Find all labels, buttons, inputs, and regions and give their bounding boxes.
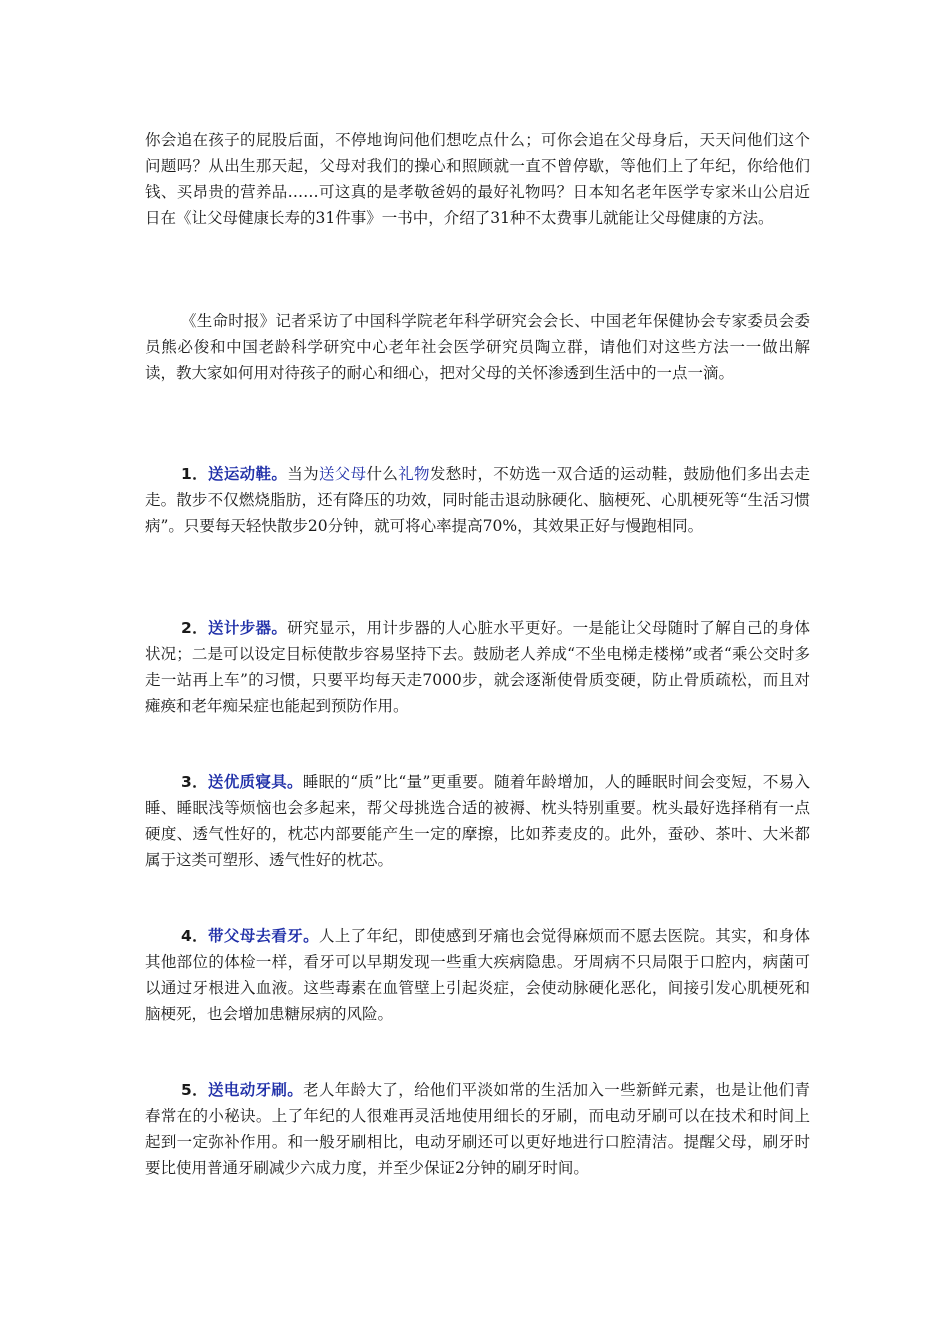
item-4-number: 4． — [181, 927, 208, 945]
link-gift[interactable]: 礼物 — [398, 465, 430, 483]
item-5-body: 老人年龄大了，给他们平淡如常的生活加入一些新鲜元素，也是让他们青春常在的小秘诀。上了年纪的人很难再灵活地使用细长的牙刷，而电动牙刷可以在技术和时间上起到一定弥补作用。和一般牙刷相比，电动牙刷还可以更好地进行口腔清洁。提醒父母，刷牙时要比使用普通牙刷减少六成力度，并至少保证2分钟的刷牙时间。 — [145, 1081, 810, 1177]
intro-paragraph-1: 你会追在孩子的屁股后面，不停地询问他们想吃点什么；可你会追在父母身后，天天问他们这个问题吗？从出生那天起，父母对我们的操心和照顾就一直不曾停歇，等他们上了年纪，你给他们钱、买昂贵的营养品……可这真的是孝敬爸妈的最好礼物吗？日本知名老年医学专家米山公启近日在《让父母健康长寿的31件事》一书中，介绍了31种不太费事儿就能让父母健康的方法。 — [145, 131, 810, 227]
item-4-body: 人上了年纪，即使感到牙痛也会觉得麻烦而不愿去医院。其实，和身体其他部位的体检一样，看牙可以早期发现一些重大疾病隐患。牙周病不只局限于口腔内，病菌可以通过牙根进入血液。这些毒素在血管壁上引起炎症，会使动脉硬化恶化，间接引发心肌梗死和脑梗死，也会增加患糖尿病的风险。 — [145, 927, 810, 1023]
item-1-pre: 当为 — [287, 465, 319, 483]
link-send-parents[interactable]: 送父母 — [318, 465, 367, 483]
item-5-number: 5． — [181, 1081, 208, 1099]
item-3-heading: 送优质寝具。 — [207, 772, 303, 791]
item-2-heading: 送计步器。 — [208, 618, 288, 637]
item-4-heading: 带父母去看牙。 — [208, 926, 319, 945]
item-5-paragraph — [145, 1077, 810, 1181]
item-3-number: 3． — [181, 773, 208, 791]
item-1-mid: 什么 — [366, 465, 399, 483]
item-3-paragraph — [145, 769, 810, 873]
item-2-body: 研究显示，用计步器的人心脏水平更好。一是能让父母随时了解自己的身体状况；二是可以设定目标使散步容易坚持下去。鼓励老人养成“不坐电梯走楼梯”或者“乘公交时多走一站再上车”的习惯，只要平均每天走7000步，就会逐渐使骨质变硬，防止骨质疏松，而且对瘫痪和老年痴呆症也能起到预防作用。 — [145, 619, 810, 715]
item-1-number: 1． — [181, 465, 208, 483]
item-1-body: 发愁时，不妨选一双合适的运动鞋，鼓励他们多出去走走。散步不仅燃烧脂肪，还有降压的功效，同时能击退动脉硬化、脑梗死、心肌梗死等“生活习惯病”。只要每天轻快散步20分钟，就可将心率提高70%，其效果正好与慢跑相同。 — [145, 465, 810, 535]
item-2-number: 2． — [181, 619, 208, 637]
item-2-paragraph — [145, 615, 810, 719]
item-5-heading: 送电动牙刷。 — [208, 1080, 304, 1099]
item-3-body: 睡眠的“质”比“量”更重要。随着年龄增加，人的睡眠时间会变短，不易入睡、睡眠浅等烦恼也会多起来，帮父母挑选合适的被褥、枕头特别重要。枕头最好选择稍有一点硬度、透气性好的，枕芯内部要能产生一定的摩擦，比如荞麦皮的。此外，蚕砂、茶叶、大米都属于这类可塑形、透气性好的枕芯。 — [145, 773, 810, 869]
item-4-paragraph — [145, 923, 810, 1027]
intro-paragraph-2: 《生命时报》记者采访了中国科学院老年科学研究会会长、中国老年保健协会专家委员会委员熊必俊和中国老龄科学研究中心老年社会医学研究员陶立群，请他们对这些方法一一做出解读，教大家如何用对待孩子的耐心和细心，把对父母的关怀渗透到生活中的一点一滴。 — [145, 312, 810, 382]
item-1-heading: 送运动鞋。 — [207, 464, 288, 483]
item-1-paragraph — [145, 461, 810, 539]
